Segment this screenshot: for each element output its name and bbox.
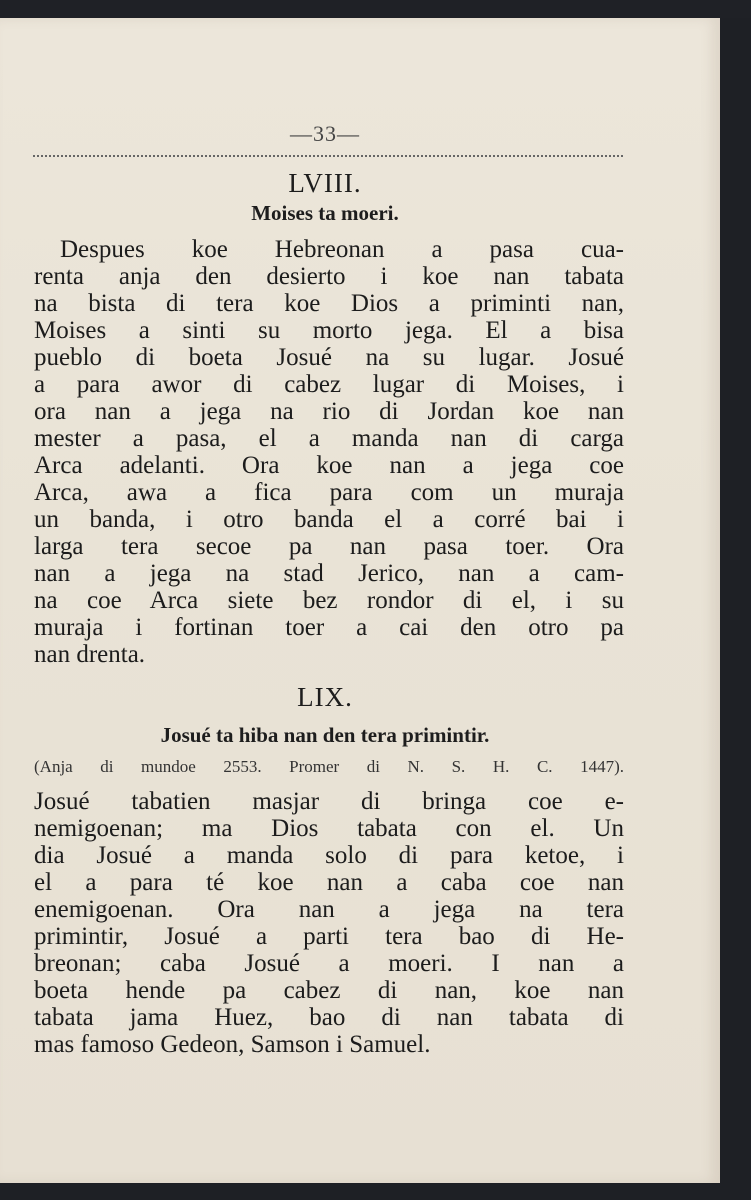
- text-line: nan drenta.: [34, 641, 146, 668]
- section-number: LIX.: [297, 682, 353, 712]
- text-line: breonan; caba Josué a moeri. I nan a: [34, 950, 624, 977]
- text-line: un banda, i otro banda el a corré bai i: [34, 506, 624, 533]
- text-line: Despues koe Hebreonan a pasa cua-: [60, 236, 624, 263]
- text-line: primintir, Josué a parti tera bao di He-: [34, 923, 624, 950]
- book-page: [0, 18, 720, 1185]
- text-line: enemigoenan. Ora nan a jega na tera: [34, 896, 624, 923]
- section-paragraph: [34, 788, 624, 1058]
- text-line: na coe Arca siete bez rondor di el, i su: [34, 587, 624, 614]
- text-line: a para awor di cabez lugar di Moises, i: [34, 371, 624, 398]
- text-line: mas famoso Gedeon, Samson i Samuel.: [34, 1031, 431, 1058]
- page-number: —33—: [290, 121, 360, 146]
- text-line: renta anja den desierto i koe nan tabata: [34, 263, 624, 290]
- text-line: Moises a sinti su morto jega. El a bisa: [34, 317, 624, 344]
- text-line: na bista di tera koe Dios a priminti nan,: [34, 290, 624, 317]
- text-line: el a para té koe nan a caba coe nan: [34, 869, 624, 896]
- text-line: Arca adelanti. Ora koe nan a jega coe: [34, 452, 624, 479]
- scan-border: [0, 1183, 751, 1200]
- text-line: nan a jega na stad Jerico, nan a cam-: [34, 560, 624, 587]
- section-paragraph: [34, 236, 624, 668]
- text-line: nemigoenan; ma Dios tabata con el. Un: [34, 815, 624, 842]
- text-line: tabata jama Huez, bao di nan tabata di: [34, 1004, 624, 1031]
- text-line: pueblo di boeta Josué na su lugar. Josué: [34, 344, 624, 371]
- text-line: boeta hende pa cabez di nan, koe nan: [34, 977, 624, 1004]
- text-line: muraja i fortinan toer a cai den otro pa: [34, 614, 624, 641]
- text-line: ora nan a jega na rio di Jordan koe nan: [34, 398, 624, 425]
- header-rule: [33, 155, 623, 157]
- section-title: Moises ta moeri.: [251, 201, 399, 225]
- section-number: LVIII.: [288, 168, 362, 198]
- text-line: Arca, awa a fica para com un muraja: [34, 479, 624, 506]
- scan-border: [720, 18, 751, 1200]
- text-line: Josué tabatien masjar di bringa coe e-: [34, 788, 624, 815]
- chronology-note: (Anja di mundoe 2553. Promer di N. S. H. C. 1447).: [34, 757, 624, 776]
- text-line: mester a pasa, el a manda nan di carga: [34, 425, 624, 452]
- text-line: dia Josué a manda solo di para ketoe, i: [34, 842, 624, 869]
- section-title: Josué ta hiba nan den tera primintir.: [160, 723, 490, 747]
- text-line: larga tera secoe pa nan pasa toer. Ora: [34, 533, 624, 560]
